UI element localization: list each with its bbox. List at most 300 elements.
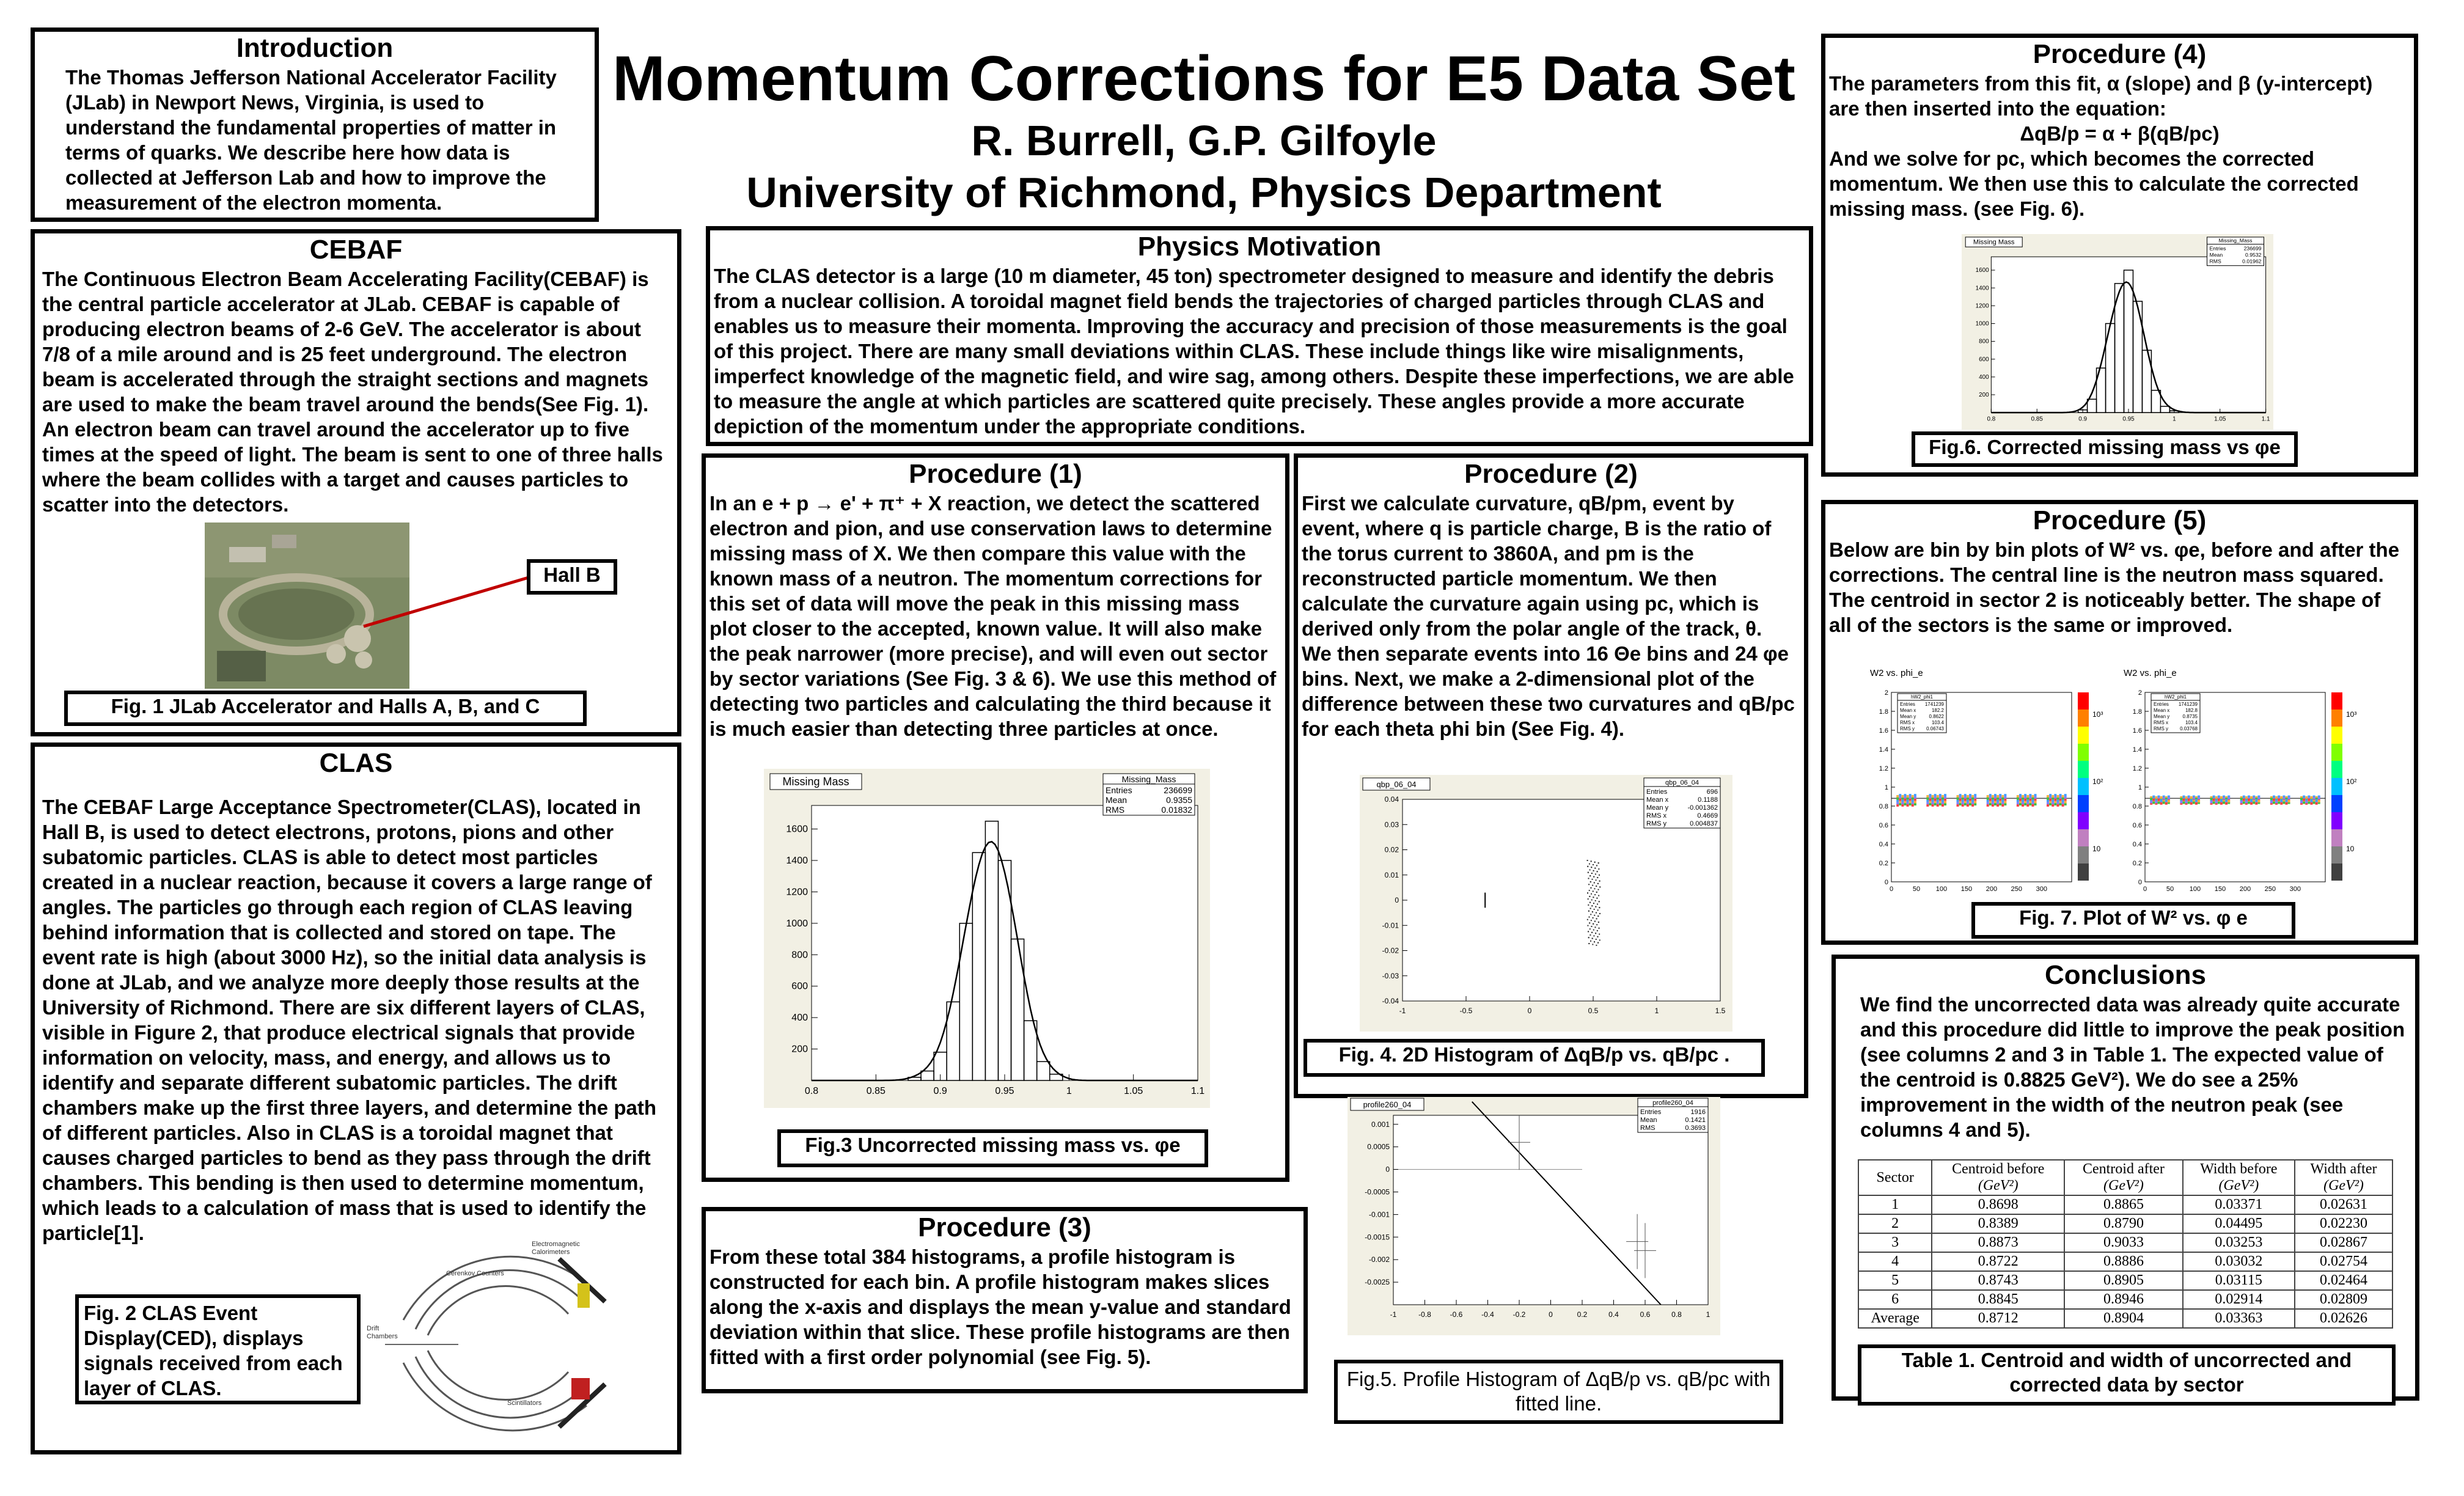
results-table xyxy=(1858,1159,2393,1329)
heatmap-cell xyxy=(2253,802,2255,804)
heatmap-cell xyxy=(2157,802,2160,804)
proc5-title: Procedure (5) xyxy=(2033,505,2207,535)
y-tick-label: 1400 xyxy=(786,856,808,866)
heatmap-cell xyxy=(1596,886,1597,887)
proc2-title: Procedure (2) xyxy=(1464,459,1638,489)
table-cell: 3 xyxy=(1858,1233,1932,1252)
heatmap-cell xyxy=(1932,802,1934,804)
heatmap-cell xyxy=(2019,794,2022,796)
y-tick-label: 1600 xyxy=(786,824,808,835)
y-tick-label: 600 xyxy=(791,981,808,992)
heatmap-cell xyxy=(2250,796,2253,799)
y-tick-label: 0 xyxy=(1385,1165,1390,1174)
stats-key: Entries xyxy=(1646,788,1668,796)
fig4-caption: Fig. 4. 2D Histogram of ΔqB/p vs. qB/pc . xyxy=(1304,1039,1765,1077)
stats-key: RMS y xyxy=(1900,726,1915,732)
y-tick-label: 0.2 xyxy=(2132,860,2142,867)
y-tick-label: 2 xyxy=(1884,689,1888,697)
heatmap-cell xyxy=(2059,801,2062,803)
heatmap-cell xyxy=(2062,802,2064,804)
proc5-text: Below are bin by bin plots of W² vs. φe, before and after the corrections. The central line is the neutron mass squared. The centroid in sector 2 is noticeably better. The shape of all of the sectors is the same or improved. xyxy=(1829,538,2400,636)
poster-title: Momentum Corrections for E5 Data Set xyxy=(612,43,1795,114)
clas-label-scintillators: Scintillators xyxy=(507,1399,542,1407)
heatmap-cell xyxy=(1594,921,1596,922)
heatmap-cell xyxy=(1904,803,1906,805)
intro-text: The Thomas Jefferson National Accelerator Facility (JLab) in Newport News, Virginia, is used to understand the fundamental properties of matter in terms of quarks. We describe here how data is collected at Jefferson Lab and how to improve the measurement of the electron momenta. xyxy=(65,66,557,214)
heatmap-cell xyxy=(1597,904,1598,905)
colorbar-cell xyxy=(2078,761,2089,778)
y-tick-label: 1200 xyxy=(786,887,808,898)
poster-authors: R. Burrell, G.P. Gilfoyle xyxy=(971,117,1437,164)
heatmap-cell xyxy=(1597,915,1599,917)
heatmap-cell xyxy=(1934,803,1937,805)
heatmap-cell xyxy=(1964,794,1967,796)
heatmap-cell xyxy=(1591,893,1592,895)
colorbar-cell xyxy=(2078,864,2089,881)
heatmap-cell xyxy=(2049,801,2052,803)
heatmap-cell xyxy=(1987,795,1989,798)
heatmap-cell xyxy=(1914,794,1916,796)
heatmap-cell xyxy=(1901,802,1904,804)
heatmap-cell xyxy=(1942,804,1944,807)
heatmap-cell xyxy=(1992,798,1994,800)
y-tick-label: 1 xyxy=(1884,784,1888,791)
x-tick-label: 150 xyxy=(1960,886,1973,893)
heatmap-cell xyxy=(2188,802,2190,804)
heatmap-cell xyxy=(2017,802,2019,804)
colorbar-cell xyxy=(2078,692,2089,710)
heatmap-cell xyxy=(2024,796,2026,799)
y-tick-label: 800 xyxy=(1979,338,1989,345)
x-tick-label: -0.6 xyxy=(1450,1310,1463,1319)
table-cell: 0.02230 xyxy=(2295,1214,2392,1233)
heatmap-cell xyxy=(2257,800,2260,802)
heatmap-cell xyxy=(2273,802,2275,804)
clas-title: CLAS xyxy=(319,748,393,778)
heatmap-cell xyxy=(1593,903,1594,904)
colorbar-cell xyxy=(2331,692,2342,710)
heatmap-cell xyxy=(1590,875,1591,876)
heatmap-cell xyxy=(1971,799,1974,802)
heatmap-cell xyxy=(2004,801,2006,803)
heatmap-cell xyxy=(2300,798,2303,800)
heatmap-cell xyxy=(2228,800,2230,802)
x-tick-label: 0.95 xyxy=(995,1086,1014,1096)
heatmap-cell xyxy=(2024,803,2026,805)
heatmap-cell xyxy=(2019,796,2022,799)
heatmap-cell xyxy=(2195,802,2198,805)
heatmap-cell xyxy=(1969,796,1971,799)
fig3-chart xyxy=(764,769,1210,1108)
heatmap-cell xyxy=(1934,794,1937,796)
heatmap-cell xyxy=(2047,798,2049,800)
heatmap-cell xyxy=(2160,802,2163,805)
fig2-caption: Fig. 2 CLAS Event Display(CED), displays signals received from each layer of CLAS. xyxy=(75,1294,361,1404)
heatmap-cell xyxy=(1967,804,1969,807)
x-tick-label: 100 xyxy=(1935,886,1948,893)
heatmap-cell xyxy=(2052,799,2054,802)
heatmap-cell xyxy=(1989,794,1992,796)
x-tick-label: 200 xyxy=(2239,886,2251,893)
heatmap-cell xyxy=(2303,796,2305,798)
heatmap-cell xyxy=(2243,799,2245,801)
heatmap-cell xyxy=(2318,800,2320,802)
heatmap-cell xyxy=(1595,906,1596,908)
table-cell: 0.8845 xyxy=(1932,1290,2064,1309)
heatmap-cell xyxy=(1942,802,1944,804)
heatmap-cell xyxy=(1590,908,1591,909)
heatmap-cell xyxy=(1912,798,1914,800)
heatmap-cell xyxy=(2182,799,2185,801)
heatmap-cell xyxy=(1594,926,1596,928)
heatmap-cell xyxy=(2270,798,2273,800)
heatmap-cell xyxy=(1594,868,1596,869)
heatmap-cell xyxy=(2303,799,2305,801)
heatmap-cell xyxy=(1597,930,1598,931)
x-tick-label: 50 xyxy=(1912,886,1921,893)
heatmap-cell xyxy=(1599,875,1600,876)
heatmap-cell xyxy=(1932,804,1934,807)
heatmap-cell xyxy=(2225,799,2228,802)
heatmap-cell xyxy=(2059,794,2062,796)
proc3-panel xyxy=(702,1207,1308,1393)
stats-value: 103.4 xyxy=(2185,720,2198,725)
heatmap-cell xyxy=(1967,799,1969,802)
heatmap-cell xyxy=(1944,796,1946,799)
heatmap-cell xyxy=(2157,799,2160,801)
x-tick-label: 1 xyxy=(1706,1310,1711,1319)
heatmap-cell xyxy=(2001,802,2004,804)
proc2-text: First we calculate curvature, qB/pm, event by event, where q is particle charge, B is the ratio of the torus current to 3860A, and pm is the reconstructed particle momentum. We then calculate the curvature again using pc, which is derived only from the polar angle of the track, θ. We then separate events into 16 Θe bins and 24 φe bins. Next, we make a 2-dimensional plot of the difference between these two curvatures and qB/pc for each theta phi bin (See Fig. 4). xyxy=(1302,492,1795,740)
heatmap-cell xyxy=(1590,914,1591,915)
fig4-chart xyxy=(1360,775,1733,1032)
heatmap-cell xyxy=(1595,933,1596,934)
heatmap-cell xyxy=(1597,889,1599,890)
y-tick-label: -0.04 xyxy=(1382,997,1399,1005)
heatmap-cell xyxy=(1994,801,1997,803)
heatmap-cell xyxy=(2213,802,2215,804)
heatmap-cell xyxy=(1592,879,1593,880)
heatmap-cell xyxy=(1901,795,1904,798)
heatmap-cell xyxy=(1599,886,1601,887)
y-tick-label: 0.2 xyxy=(1879,860,1888,867)
conclusions-panel xyxy=(1832,955,2419,1401)
colorbar-label: 10² xyxy=(2092,777,2103,786)
hall-b-label: Hall B xyxy=(527,559,617,595)
heatmap-cell xyxy=(1969,801,1971,803)
heatmap-cell xyxy=(2218,799,2220,801)
heatmap-cell xyxy=(1596,939,1597,940)
heatmap-cell xyxy=(1987,799,1989,802)
x-tick-label: 0.5 xyxy=(1588,1007,1599,1015)
heatmap-cell xyxy=(1588,911,1590,912)
colorbar-cell xyxy=(2078,710,2089,727)
heatmap-cell xyxy=(1909,801,1912,803)
heatmap-cell xyxy=(2001,798,2004,800)
y-tick-label: 200 xyxy=(1979,392,1989,399)
x-tick-label: -1 xyxy=(1390,1310,1397,1319)
heatmap-cell xyxy=(2185,801,2188,803)
table-cell: 0.8946 xyxy=(2064,1290,2183,1309)
heatmap-cell xyxy=(1593,870,1594,871)
heatmap-cell xyxy=(1987,798,1989,800)
table-row xyxy=(1858,1195,2392,1214)
colorbar-cell xyxy=(2078,744,2089,761)
hall-b-pointer xyxy=(361,574,532,636)
heatmap-cell xyxy=(1593,917,1594,919)
stats-key: Mean y xyxy=(1900,714,1916,719)
heatmap-cell xyxy=(2305,801,2308,803)
heatmap-cell xyxy=(2303,802,2305,804)
heatmap-cell xyxy=(1597,936,1598,937)
heatmap-cell xyxy=(2034,794,2037,796)
stats-value: 236699 xyxy=(1164,785,1192,795)
heatmap-cell xyxy=(1994,803,1997,805)
heatmap-cell xyxy=(2168,797,2170,799)
heatmap-cell xyxy=(1590,902,1591,903)
heatmap-cell xyxy=(1596,945,1597,946)
plot-area xyxy=(1991,257,2265,413)
heatmap-cell xyxy=(2019,801,2022,803)
x-tick-label: 0.95 xyxy=(2122,416,2135,423)
heatmap-cell xyxy=(2026,804,2029,807)
heatmap-cell xyxy=(2160,799,2163,802)
y-tick-label: 2 xyxy=(2138,689,2142,697)
colorbar-cell xyxy=(2331,744,2342,761)
heatmap-cell xyxy=(2017,795,2019,798)
heatmap-cell xyxy=(1594,862,1596,863)
heatmap-cell xyxy=(2245,801,2248,803)
stats-key: Entries xyxy=(1106,785,1132,795)
heatmap-cell xyxy=(1594,915,1595,916)
heatmap-cell xyxy=(2163,797,2165,799)
x-tick-label: 1 xyxy=(1654,1007,1659,1015)
heatmap-cell xyxy=(2004,803,2006,805)
heatmap-cell xyxy=(1591,932,1593,933)
heatmap-cell xyxy=(2047,804,2049,807)
heatmap-cell xyxy=(2316,802,2318,805)
table-cell: 0.02809 xyxy=(2295,1290,2392,1309)
plot-area xyxy=(1393,1115,1708,1305)
heatmap-cell xyxy=(2278,802,2280,804)
y-tick-label: 0.03 xyxy=(1384,820,1399,829)
heatmap-cell xyxy=(1588,898,1589,900)
heatmap-cell xyxy=(1904,794,1906,796)
heatmap-cell xyxy=(1914,796,1916,799)
heatmap-cell xyxy=(1959,796,1962,799)
heatmap-cell xyxy=(1934,799,1937,801)
table-cell: 0.8790 xyxy=(2064,1214,2183,1233)
x-tick-label: 0.8 xyxy=(804,1086,819,1096)
heatmap-cell xyxy=(1967,802,1969,804)
plot-area xyxy=(812,805,1198,1080)
chart-title: profile260_04 xyxy=(1363,1100,1412,1109)
heatmap-cell xyxy=(2004,794,2006,796)
table-cell: 0.8873 xyxy=(1932,1233,2064,1252)
colorbar-cell xyxy=(2078,795,2089,812)
heatmap-cell xyxy=(1994,794,1997,796)
stats-value: 0.9355 xyxy=(1166,795,1192,805)
heatmap-cell xyxy=(1932,799,1934,802)
heatmap-cell xyxy=(2220,796,2223,799)
heatmap-cell xyxy=(1912,804,1914,807)
stats-key: RMS x xyxy=(1900,720,1915,725)
stats-key: RMS xyxy=(1106,805,1125,815)
heatmap-cell xyxy=(2188,799,2190,801)
heatmap-cell xyxy=(1596,918,1597,919)
panel-title: W2 vs. phi_e xyxy=(1870,668,1923,678)
heatmap-cell xyxy=(2064,794,2067,796)
heatmap-cell xyxy=(2190,799,2193,802)
heatmap-cell xyxy=(1590,881,1591,882)
x-tick-label: -1 xyxy=(1399,1007,1406,1015)
stats-key: Mean y xyxy=(2154,714,2170,719)
x-tick-label: -0.2 xyxy=(1513,1310,1526,1319)
heatmap-cell xyxy=(1957,798,1959,800)
table-cell: 0.03115 xyxy=(2183,1271,2295,1290)
heatmap-cell xyxy=(1964,799,1967,801)
heatmap-cell xyxy=(2026,799,2029,802)
heatmap-cell xyxy=(2019,799,2022,801)
heatmap-cell xyxy=(2282,802,2285,804)
heatmap-cell xyxy=(1904,799,1906,801)
physics-title: Physics Motivation xyxy=(1137,232,1382,262)
stats-key: Mean xyxy=(2209,252,2223,258)
heatmap-cell xyxy=(2150,801,2152,803)
heatmap-cell xyxy=(2052,804,2054,807)
heatmap-cell xyxy=(2054,794,2056,796)
heatmap-cell xyxy=(2288,797,2290,799)
heatmap-cell xyxy=(1987,804,1989,807)
heatmap-cell xyxy=(1994,796,1997,799)
heatmap-cell xyxy=(1989,799,1992,801)
heatmap-cell xyxy=(1989,796,1992,799)
heatmap-cell xyxy=(1926,795,1929,798)
stats-value: 0.06743 xyxy=(1926,726,1944,732)
heatmap-cell xyxy=(1591,920,1592,921)
x-tick-label: 150 xyxy=(2214,886,2226,893)
heatmap-cell xyxy=(1959,801,1962,803)
heatmap-cell xyxy=(2223,797,2225,799)
intro-panel xyxy=(31,28,599,222)
heatmap-cell xyxy=(2310,802,2312,805)
heatmap-cell xyxy=(1590,941,1591,942)
heatmap-cell xyxy=(2152,802,2155,804)
heatmap-cell xyxy=(2022,804,2024,807)
colorbar-cell xyxy=(2331,710,2342,727)
heatmap-cell xyxy=(2152,799,2155,801)
heatmap-cell xyxy=(1896,798,1899,800)
heatmap-cell xyxy=(2052,795,2054,798)
heatmap-cell xyxy=(1588,904,1589,906)
heatmap-cell xyxy=(1912,795,1914,798)
heatmap-cell xyxy=(1593,923,1594,925)
heatmap-cell xyxy=(2155,801,2157,803)
heatmap-cell xyxy=(2017,799,2019,802)
heatmap-cell xyxy=(1957,804,1959,807)
heatmap-cell xyxy=(2049,796,2052,799)
heatmap-cell xyxy=(1926,798,1929,800)
heatmap-cell xyxy=(1598,922,1599,923)
heatmap-cell xyxy=(2220,802,2223,805)
heatmap-cell xyxy=(1942,795,1944,798)
y-tick-label: 0 xyxy=(1395,896,1399,904)
heatmap-cell xyxy=(1939,801,1942,803)
heatmap-cell xyxy=(2022,799,2024,802)
stats-value: 236699 xyxy=(2243,245,2262,252)
heatmap-cell xyxy=(2213,796,2215,798)
y-tick-label: 0 xyxy=(2138,879,2142,886)
table-cell: 0.8712 xyxy=(1932,1309,2064,1328)
heatmap-cell xyxy=(2031,795,2034,798)
heatmap-cell xyxy=(2165,802,2168,805)
heatmap-cell xyxy=(2052,798,2054,800)
heatmap-cell xyxy=(2280,796,2282,799)
heatmap-cell xyxy=(2182,796,2185,798)
heatmap-cell xyxy=(2001,795,2004,798)
heatmap-cell xyxy=(2059,796,2062,799)
fig6-chart xyxy=(1962,234,2273,430)
heatmap-cell xyxy=(1992,795,1994,798)
heatmap-cell xyxy=(2026,795,2029,798)
clas-text: The CEBAF Large Acceptance Spectrometer(CLAS), located in Hall B, is used to detect electrons, protons, pions and other subatomic particles. CLAS is able to detect most particles created in a nuclear reaction, because it covers a large range of angles. The particles go through each region of CLAS leaving behind information that is collected and stored on tape. The event rate is high (about 3000 Hz), so the initial data analysis is done at JLab, and we analyze more deeply those results at the University of Richmond. There are six different layers of CLAS, visible in Figure 2, that produce electrical signals that provide information on velocity, mass, and energy, and allows us to identify and separate different subatomic particles. The drift chambers make up the first three layers, and determine the path of different particles. Also in CLAS is a toroidal magnet that causes charged particles to bend as they pass through the drift chambers. This bending is then used to determine momentum, which leads to a calculation of mass that is used to identify the particle[1]. xyxy=(42,796,656,1244)
heatmap-cell xyxy=(2248,799,2250,801)
heatmap-cell xyxy=(2225,802,2228,805)
heatmap-cell xyxy=(2257,797,2260,799)
heatmap-cell xyxy=(1944,801,1946,803)
x-tick-label: 200 xyxy=(1986,886,1998,893)
y-tick-label: 0.8 xyxy=(2132,803,2142,810)
heatmap-cell xyxy=(1957,795,1959,798)
heatmap-cell xyxy=(2273,796,2275,798)
colorbar-cell xyxy=(2078,846,2089,864)
y-tick-label: 200 xyxy=(791,1044,808,1055)
stats-key: Entries xyxy=(2154,702,2169,707)
heatmap-cell xyxy=(1907,798,1909,800)
heatmap-cell xyxy=(2022,795,2024,798)
y-tick-label: 0.8 xyxy=(1879,803,1888,810)
table-cell: 0.02867 xyxy=(2295,1233,2392,1252)
heatmap-cell xyxy=(1974,796,1976,799)
heatmap-cell xyxy=(2168,800,2170,802)
stats-value: 0.8622 xyxy=(1929,714,1944,719)
table-cell: 5 xyxy=(1858,1271,1932,1290)
heatmap-cell xyxy=(1594,909,1595,910)
heatmap-cell xyxy=(1588,884,1590,885)
stats-value: 0.1421 xyxy=(1685,1116,1706,1124)
heatmap-cell xyxy=(1932,798,1934,800)
heatmap-cell xyxy=(2062,798,2064,800)
y-tick-label: 800 xyxy=(791,950,808,961)
table-row xyxy=(1858,1252,2392,1271)
heatmap-cell xyxy=(2318,797,2320,799)
heatmap-cell xyxy=(2034,796,2037,799)
heatmap-cell xyxy=(2001,799,2004,802)
heatmap-cell xyxy=(2026,798,2029,800)
heatmap-cell xyxy=(1999,803,2001,805)
heatmap-cell xyxy=(1912,802,1914,804)
heatmap-cell xyxy=(2248,802,2250,804)
heatmap-cell xyxy=(1964,803,1967,805)
heatmap-cell xyxy=(2310,796,2312,799)
colorbar-label: 10² xyxy=(2346,777,2357,786)
y-tick-label: 600 xyxy=(1979,356,1989,363)
y-tick-label: 0 xyxy=(1884,879,1888,886)
stats-value: 1741239 xyxy=(1924,702,1944,707)
heatmap-cell xyxy=(2278,799,2280,801)
heatmap-cell xyxy=(2022,798,2024,800)
heatmap-cell xyxy=(2026,802,2029,804)
